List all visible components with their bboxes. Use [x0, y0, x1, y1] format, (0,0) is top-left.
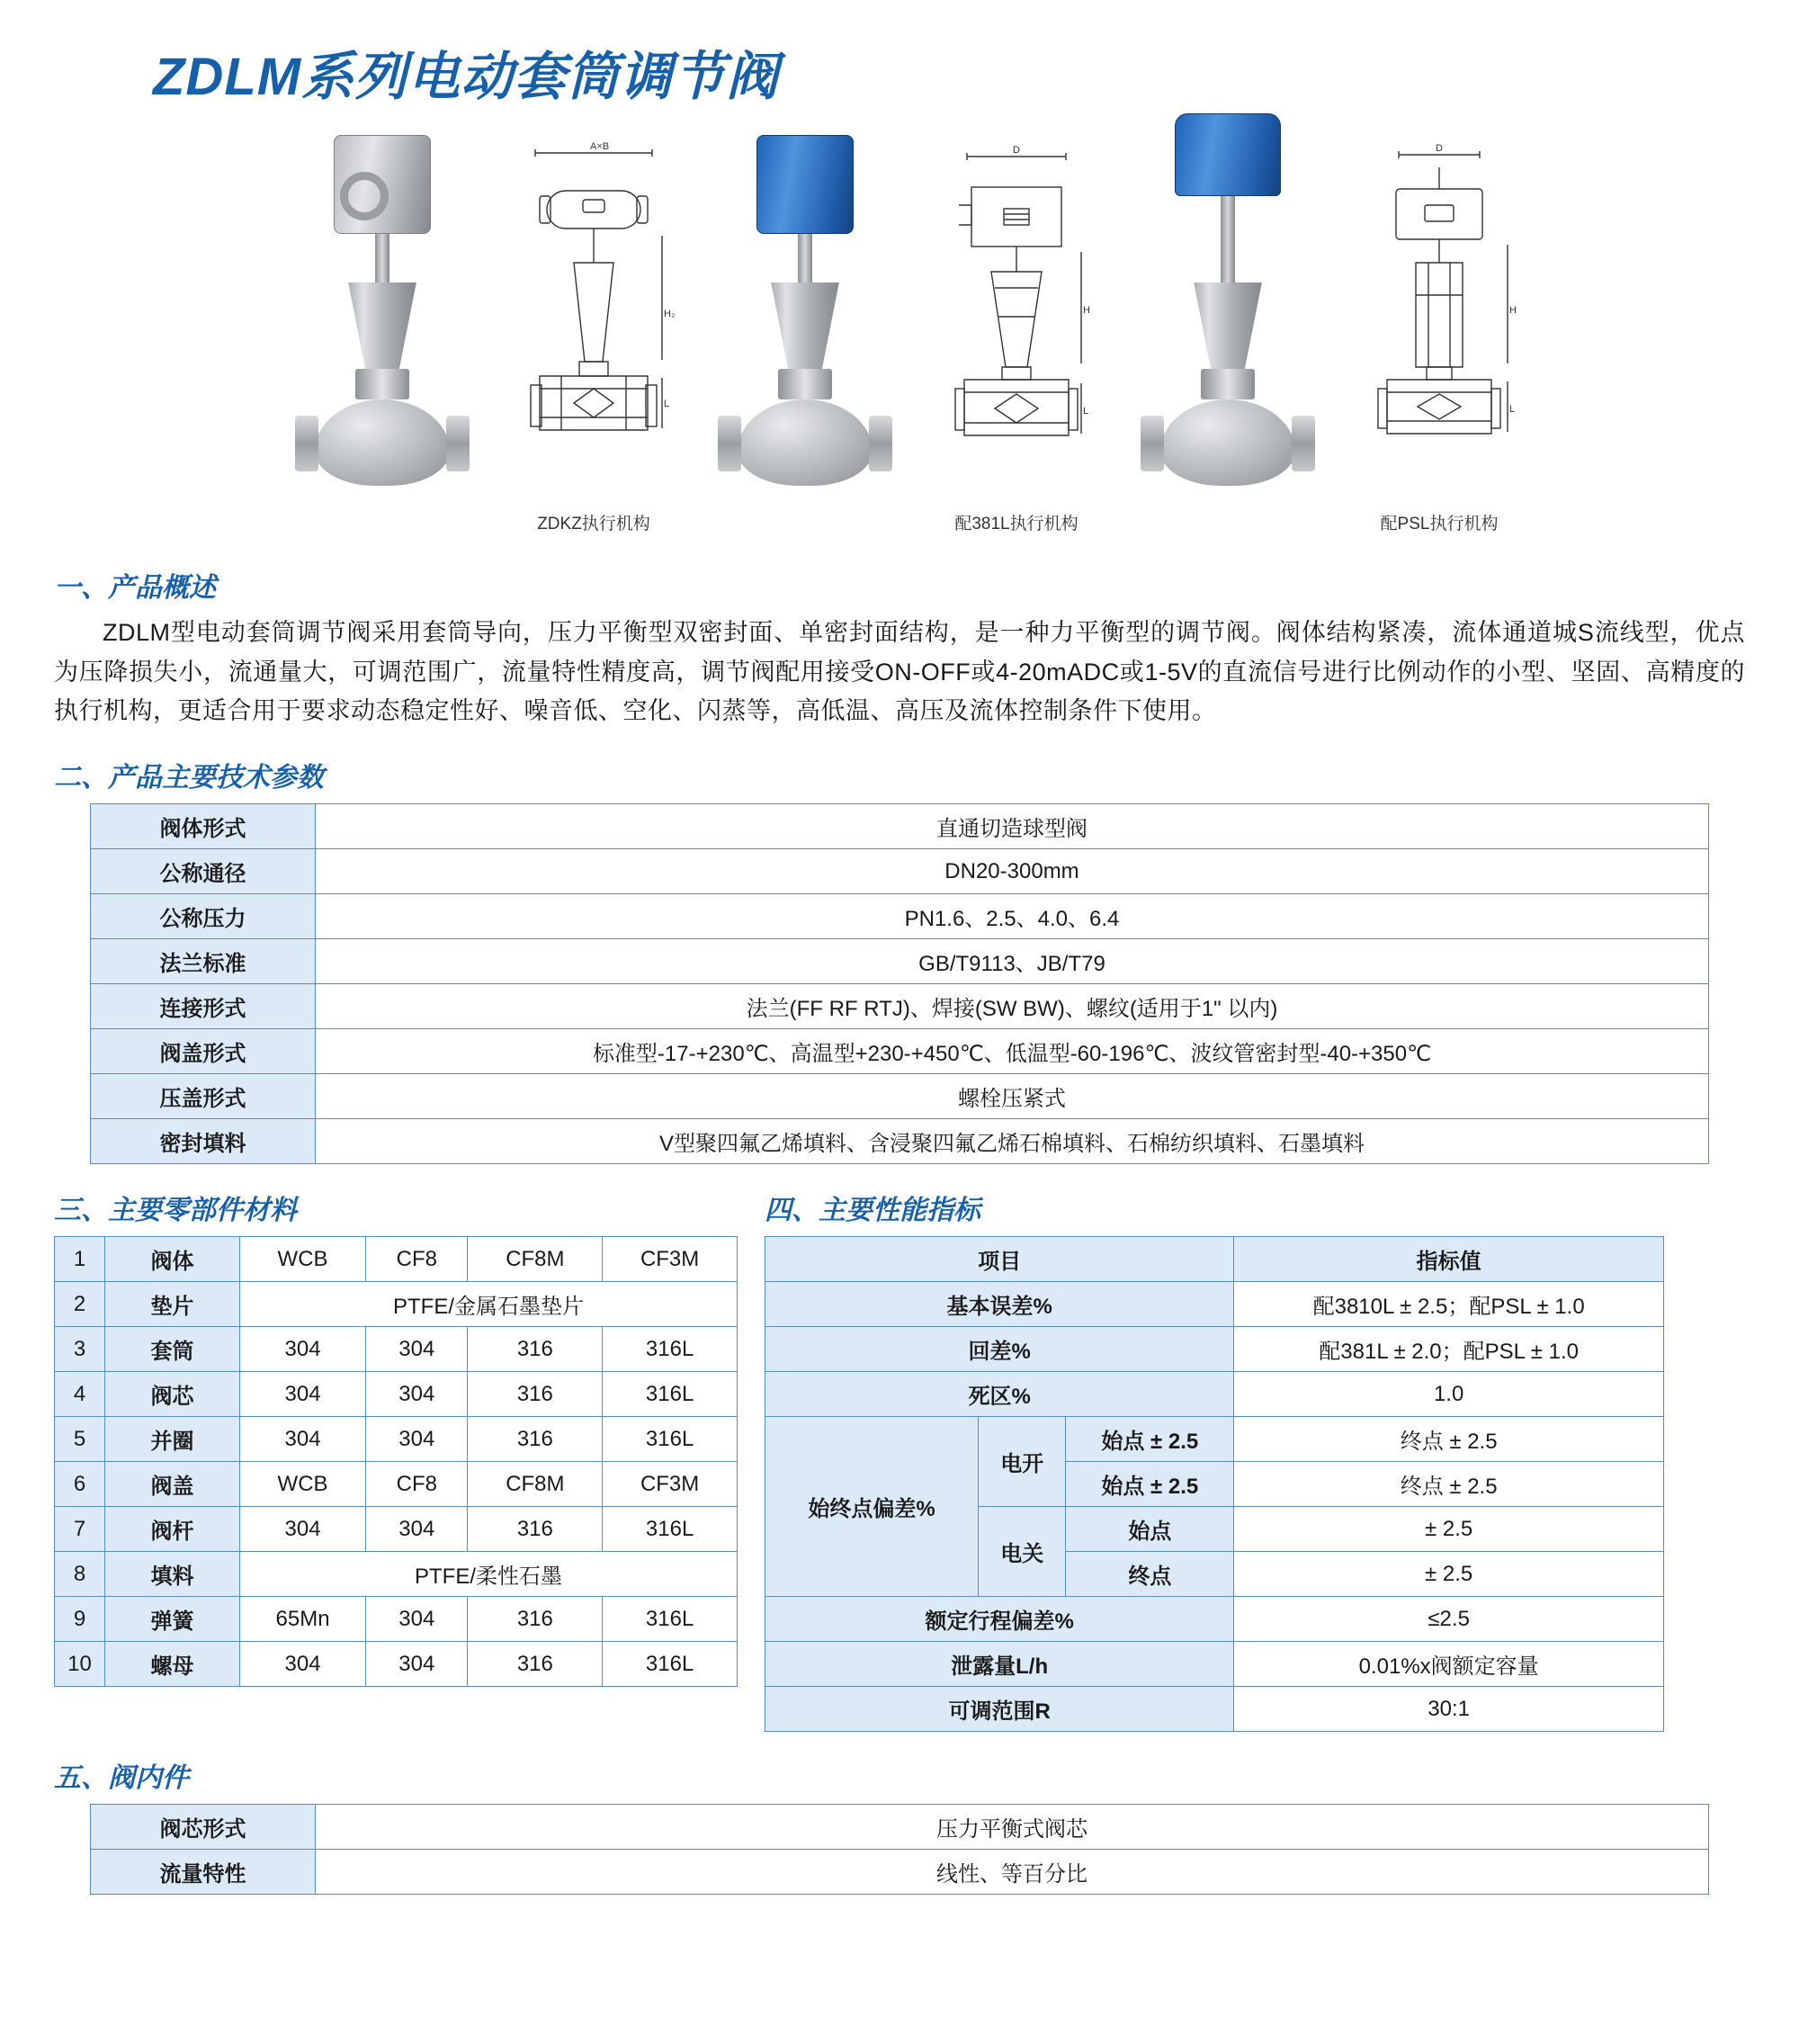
part-name: 阀体 — [105, 1237, 240, 1282]
metric-sub-name: 电开 — [979, 1417, 1066, 1507]
product-photo-2 — [693, 128, 917, 542]
row-index: 1 — [55, 1237, 105, 1282]
metric-name: 死区% — [765, 1372, 1234, 1417]
table-row — [91, 1119, 1709, 1164]
metric-value: 终点 ± 2.5 — [1234, 1462, 1664, 1507]
overview-text: ZDLM型电动套筒调节阀采用套筒导向，压力平衡型双密封面、单密封面结构，是一种力平衡型的调节阀。阀体结构紧凑，流体通道城S流线型，优点为压降损失小，流通量大，可调范围广，流量特性精度高，调节阀配用接受ON-OFF或4-20mADC或1-5V的直流信号进行比例动作的小型、坚固、高精度的执行机构，更适合用于要求动态稳定性好、噪音低、空化、闪蒸等，高低温、高压及流体控制条件下使用。 — [54, 619, 1745, 725]
material-value: 304 — [366, 1507, 468, 1552]
table-row — [91, 1805, 1709, 1850]
param-value: 法兰(FF RF RTJ)、焊接(SW BW)、螺纹(适用于1" 以内) — [316, 984, 1709, 1029]
param-name: 压盖形式 — [91, 1074, 316, 1119]
column-header: 指标值 — [1234, 1237, 1664, 1282]
drawing-caption: 配381L执行机构 — [954, 515, 1079, 533]
material-value: CF8M — [468, 1237, 603, 1282]
param-name: 阀体形式 — [91, 804, 316, 849]
material-value: 304 — [366, 1642, 468, 1687]
metric-group-name: 始终点偏差% — [765, 1417, 979, 1597]
table-row — [765, 1372, 1664, 1417]
valve-body — [315, 399, 450, 486]
material-value: PTFE/柔性石墨 — [240, 1552, 738, 1597]
svg-text:H: H — [1083, 305, 1090, 316]
row-index: 8 — [55, 1552, 105, 1597]
section-heading-overview: 一、产品概述 — [54, 573, 216, 603]
material-value: 316 — [468, 1507, 603, 1552]
param-name: 公称压力 — [91, 894, 316, 939]
row-index: 2 — [55, 1282, 105, 1327]
part-name: 螺母 — [105, 1642, 240, 1687]
svg-text:L: L — [1509, 404, 1516, 415]
material-value: 316L — [603, 1507, 738, 1552]
valve-yoke — [766, 282, 844, 369]
material-value: CF3M — [603, 1237, 738, 1282]
table-row — [55, 1552, 738, 1597]
material-value: CF8 — [366, 1462, 468, 1507]
material-value: 316 — [468, 1417, 603, 1462]
metric-name: 基本误差% — [765, 1282, 1234, 1327]
metric-value: 1.0 — [1234, 1372, 1664, 1417]
table-row — [55, 1282, 738, 1327]
part-name: 填料 — [105, 1552, 240, 1597]
metric-name: 回差% — [765, 1327, 1234, 1372]
performance-table — [765, 1236, 1664, 1732]
table-row — [765, 1282, 1664, 1327]
valve-yoke — [344, 282, 421, 369]
section-heading-materials: 三、主要零部件材料 — [54, 1196, 297, 1226]
table-row — [55, 1417, 738, 1462]
product-photo-3 — [1115, 128, 1340, 542]
column-header: 项目 — [765, 1237, 1234, 1282]
svg-text:H₂: H₂ — [664, 309, 676, 319]
row-index: 3 — [55, 1327, 105, 1372]
metric-value: 0.01%x阀额定容量 — [1234, 1642, 1664, 1687]
table-row — [55, 1462, 738, 1507]
valve-body — [1160, 399, 1295, 486]
actuator-body — [334, 135, 431, 234]
material-value: 316L — [603, 1417, 738, 1462]
table-row — [765, 1687, 1664, 1732]
table-row — [91, 894, 1709, 939]
valve-flange-right — [869, 416, 892, 471]
material-value: 304 — [366, 1597, 468, 1642]
materials-table — [54, 1236, 738, 1687]
svg-text:D: D — [1436, 143, 1443, 154]
part-name: 阀盖 — [105, 1462, 240, 1507]
metric-value: 配3810L ± 2.5；配PSL ± 1.0 — [1234, 1282, 1664, 1327]
handwheel-icon — [340, 172, 389, 220]
material-value: 316L — [603, 1327, 738, 1372]
part-name: 阀芯 — [105, 1372, 240, 1417]
svg-text:A×B: A×B — [590, 141, 610, 152]
table-row — [765, 1642, 1664, 1687]
part-name: 垫片 — [105, 1282, 240, 1327]
param-value: 螺栓压紧式 — [316, 1074, 1709, 1119]
valve-flange-left — [1141, 416, 1164, 471]
product-drawing-1 — [504, 128, 684, 542]
svg-text:H: H — [1509, 305, 1517, 316]
valve-stem — [798, 234, 812, 282]
param-value: 直通切造球型阀 — [316, 804, 1709, 849]
part-name: 弹簧 — [105, 1597, 240, 1642]
material-value: 316L — [603, 1642, 738, 1687]
material-value: 304 — [240, 1507, 366, 1552]
table-row — [55, 1642, 738, 1687]
material-value: 65Mn — [240, 1597, 366, 1642]
material-value: PTFE/金属石墨垫片 — [240, 1282, 738, 1327]
drawing-caption: ZDKZ执行机构 — [537, 515, 650, 533]
svg-text:L: L — [1083, 406, 1089, 417]
material-value: 304 — [366, 1417, 468, 1462]
table-row — [55, 1597, 738, 1642]
actuator-body — [756, 135, 854, 234]
table-row — [55, 1372, 738, 1417]
page-title: ZDLM系列电动套筒调节阀 — [153, 48, 780, 106]
param-value: PN1.6、2.5、4.0、6.4 — [316, 894, 1709, 939]
metric-name: 可调范围R — [765, 1687, 1234, 1732]
svg-text:D: D — [1013, 145, 1020, 156]
param-name: 流量特性 — [91, 1850, 316, 1895]
part-name: 并圈 — [105, 1417, 240, 1462]
table-row — [91, 1029, 1709, 1074]
param-value: V型聚四氟乙烯填料、含浸聚四氟乙烯石棉填料、石棉纺织填料、石墨填料 — [316, 1119, 1709, 1164]
material-value: 304 — [240, 1417, 366, 1462]
param-value: DN20-300mm — [316, 849, 1709, 894]
material-value: 316 — [468, 1642, 603, 1687]
param-name: 密封填料 — [91, 1119, 316, 1164]
material-value: CF3M — [603, 1462, 738, 1507]
row-index: 4 — [55, 1372, 105, 1417]
metric-name: 额定行程偏差% — [765, 1597, 1234, 1642]
metric-value: 终点 ± 2.5 — [1234, 1417, 1664, 1462]
valve-yoke — [1189, 282, 1266, 369]
row-index: 7 — [55, 1507, 105, 1552]
param-value: 线性、等百分比 — [316, 1850, 1709, 1895]
material-value: WCB — [240, 1462, 366, 1507]
valve-flange-left — [295, 416, 318, 471]
table-row — [55, 1327, 738, 1372]
valve-bonnet — [355, 369, 409, 399]
metric-leaf-name: 始点 ± 2.5 — [1066, 1417, 1234, 1462]
valve-bonnet — [778, 369, 832, 399]
row-index: 9 — [55, 1597, 105, 1642]
metric-leaf-name: 终点 — [1066, 1552, 1234, 1597]
valve-flange-left — [718, 416, 741, 471]
material-value: 316 — [468, 1597, 603, 1642]
param-value: GB/T9113、JB/T79 — [316, 939, 1709, 984]
table-row — [765, 1327, 1664, 1372]
technical-drawing-2 — [926, 137, 1106, 497]
metric-value: ± 2.5 — [1234, 1552, 1664, 1597]
technical-drawing-3 — [1349, 137, 1529, 497]
material-value: 316 — [468, 1327, 603, 1372]
row-index: 5 — [55, 1417, 105, 1462]
product-drawing-3 — [1349, 128, 1529, 542]
material-value: WCB — [240, 1237, 366, 1282]
table-row — [91, 939, 1709, 984]
material-value: 304 — [366, 1372, 468, 1417]
section-heading-inner-parts: 五、阀内件 — [54, 1763, 189, 1794]
metric-value: ± 2.5 — [1234, 1507, 1664, 1552]
drawing-caption: 配PSL执行机构 — [1380, 515, 1499, 533]
product-photo-1 — [270, 128, 495, 542]
param-value: 标准型-17-+230℃、高温型+230-+450℃、低温型-60-196℃、波纹管密封型-40-+350℃ — [316, 1029, 1709, 1074]
material-value: 304 — [366, 1327, 468, 1372]
table-row — [55, 1237, 738, 1282]
table-row — [91, 804, 1709, 849]
material-value: 316L — [603, 1597, 738, 1642]
inner-parts-table — [90, 1804, 1709, 1895]
table-row — [91, 1074, 1709, 1119]
table-row — [765, 1597, 1664, 1642]
valve-bonnet — [1201, 369, 1255, 399]
param-name: 阀盖形式 — [91, 1029, 316, 1074]
metric-sub-name: 电关 — [979, 1507, 1066, 1597]
material-value: 316 — [468, 1372, 603, 1417]
material-value: 316L — [603, 1372, 738, 1417]
valve-flange-right — [1292, 416, 1315, 471]
valve-flange-right — [446, 416, 470, 471]
table-row — [91, 1850, 1709, 1895]
section-heading-tech-params: 二、产品主要技术参数 — [54, 763, 324, 793]
product-image-strip — [54, 119, 1745, 542]
param-name: 法兰标准 — [91, 939, 316, 984]
table-row — [765, 1417, 1664, 1462]
technical-drawing-1 — [504, 137, 684, 497]
material-value: CF8 — [366, 1237, 468, 1282]
table-row — [91, 849, 1709, 894]
tech-params-table — [90, 803, 1709, 1164]
table-row — [91, 984, 1709, 1029]
row-index: 10 — [55, 1642, 105, 1687]
metric-value: 30:1 — [1234, 1687, 1664, 1732]
valve-body — [738, 399, 873, 486]
material-value: 304 — [240, 1327, 366, 1372]
part-name: 套筒 — [105, 1327, 240, 1372]
metric-leaf-name: 始点 ± 2.5 — [1066, 1462, 1234, 1507]
table-header-row — [765, 1237, 1664, 1282]
table-row — [55, 1507, 738, 1552]
material-value: 304 — [240, 1642, 366, 1687]
svg-text:L: L — [664, 399, 670, 409]
material-value: 304 — [240, 1372, 366, 1417]
param-value: 压力平衡式阀芯 — [316, 1805, 1709, 1850]
actuator-body — [1175, 113, 1281, 196]
param-name: 连接形式 — [91, 984, 316, 1029]
metric-leaf-name: 始点 — [1066, 1507, 1234, 1552]
metric-value: 配381L ± 2.0；配PSL ± 1.0 — [1234, 1327, 1664, 1372]
material-value: CF8M — [468, 1462, 603, 1507]
valve-stem — [375, 234, 389, 282]
metric-name: 泄露量L/h — [765, 1642, 1234, 1687]
param-name: 公称通径 — [91, 849, 316, 894]
product-drawing-2 — [926, 128, 1106, 542]
section-heading-performance: 四、主要性能指标 — [765, 1196, 980, 1226]
part-name: 阀杆 — [105, 1507, 240, 1552]
valve-stem — [1221, 196, 1235, 282]
param-name: 阀芯形式 — [91, 1805, 316, 1850]
metric-value: ≤2.5 — [1234, 1597, 1664, 1642]
row-index: 6 — [55, 1462, 105, 1507]
